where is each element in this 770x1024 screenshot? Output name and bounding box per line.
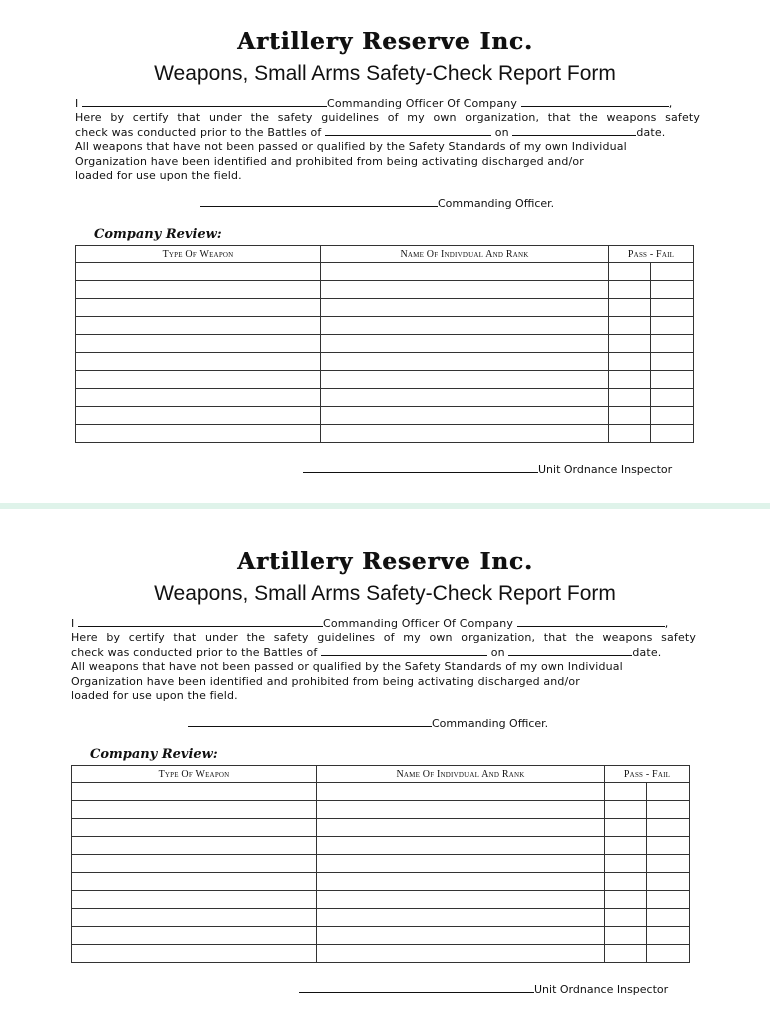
certification-text bbox=[75, 97, 700, 183]
table-row bbox=[76, 281, 694, 299]
table-row bbox=[72, 909, 690, 927]
cell-name-rank[interactable] bbox=[321, 299, 609, 317]
cell-pass[interactable] bbox=[605, 945, 647, 963]
commanding-officer-signature: Commanding Officer. bbox=[188, 717, 548, 730]
commanding-officer-signature-line[interactable] bbox=[188, 717, 432, 727]
cell-pass[interactable] bbox=[605, 855, 647, 873]
cell-type-of-weapon[interactable] bbox=[72, 927, 317, 945]
company-review-label: Company Review: bbox=[94, 227, 222, 242]
cell-name-rank[interactable] bbox=[317, 909, 605, 927]
cell-fail[interactable] bbox=[647, 945, 690, 963]
inspector-signature-line[interactable] bbox=[299, 983, 534, 993]
cell-name-rank[interactable] bbox=[317, 837, 605, 855]
cell-fail[interactable] bbox=[651, 317, 694, 335]
cell-name-rank[interactable] bbox=[321, 353, 609, 371]
report-form-top bbox=[0, 0, 770, 500]
company-review-label: Company Review: bbox=[90, 747, 218, 762]
table-row bbox=[72, 801, 690, 819]
table-row bbox=[76, 335, 694, 353]
cell-fail[interactable] bbox=[651, 353, 694, 371]
table-row bbox=[76, 407, 694, 425]
cert-line-2: Here by certify that under the safety guidelines of my own organization, that the weapons safety bbox=[75, 111, 700, 125]
table-row bbox=[72, 855, 690, 873]
page-separator bbox=[0, 503, 770, 509]
officer-name-blank[interactable] bbox=[82, 97, 327, 107]
cell-type-of-weapon[interactable] bbox=[76, 281, 321, 299]
cell-fail[interactable] bbox=[647, 909, 690, 927]
cert-line-6: loaded for use upon the field. bbox=[75, 169, 242, 183]
cert-line-6: loaded for use upon the field. bbox=[71, 689, 238, 703]
company-name: Artillery Reserve Inc. bbox=[237, 28, 533, 55]
cell-name-rank[interactable] bbox=[321, 317, 609, 335]
cell-fail[interactable] bbox=[651, 425, 694, 443]
cert-line-5: Organization have been identified and prohibited from being activating discharged and/or bbox=[71, 674, 580, 688]
cell-pass[interactable] bbox=[605, 819, 647, 837]
table-row bbox=[76, 371, 694, 389]
commanding-officer-signature-line[interactable] bbox=[200, 197, 438, 207]
table-row bbox=[72, 927, 690, 945]
table-row bbox=[76, 263, 694, 281]
cell-name-rank[interactable] bbox=[321, 425, 609, 443]
cell-pass[interactable] bbox=[605, 891, 647, 909]
cell-fail[interactable] bbox=[647, 783, 690, 801]
cell-name-rank[interactable] bbox=[317, 783, 605, 801]
cell-name-rank[interactable] bbox=[321, 281, 609, 299]
table-row bbox=[72, 945, 690, 963]
header-type-of-weapon: Type Of Weapon bbox=[76, 246, 321, 263]
cell-pass[interactable] bbox=[609, 353, 651, 371]
cert-line-4: All weapons that have not been passed or qualified by the Safety Standards of my own Individual bbox=[75, 140, 627, 154]
header-name-rank: Name Of Indivdual And Rank bbox=[317, 766, 605, 783]
report-form-bottom bbox=[0, 520, 770, 1020]
table-row bbox=[76, 317, 694, 335]
commanding-officer-signature: Commanding Officer. bbox=[200, 197, 554, 210]
cell-fail[interactable] bbox=[647, 819, 690, 837]
cell-pass[interactable] bbox=[609, 371, 651, 389]
cell-pass[interactable] bbox=[605, 927, 647, 945]
cell-fail[interactable] bbox=[647, 855, 690, 873]
inspector-signature-line[interactable] bbox=[303, 463, 538, 473]
cert-line-1: I Commanding Officer Of Company , bbox=[75, 97, 673, 110]
cell-name-rank[interactable] bbox=[321, 371, 609, 389]
cell-type-of-weapon[interactable] bbox=[72, 837, 317, 855]
table-row bbox=[76, 389, 694, 407]
cell-pass[interactable] bbox=[605, 801, 647, 819]
cell-name-rank[interactable] bbox=[317, 855, 605, 873]
form-title: Weapons, Small Arms Safety-Check Report Form bbox=[154, 582, 616, 605]
table-row bbox=[72, 783, 690, 801]
cell-fail[interactable] bbox=[647, 801, 690, 819]
header-pass-fail: Pass - Fail bbox=[605, 766, 690, 783]
cell-type-of-weapon[interactable] bbox=[76, 317, 321, 335]
header-type-of-weapon: Type Of Weapon bbox=[72, 766, 317, 783]
cell-name-rank[interactable] bbox=[317, 819, 605, 837]
cell-name-rank[interactable] bbox=[317, 801, 605, 819]
cell-type-of-weapon[interactable] bbox=[76, 389, 321, 407]
cell-fail[interactable] bbox=[651, 335, 694, 353]
date-blank[interactable] bbox=[512, 126, 636, 136]
cell-type-of-weapon[interactable] bbox=[72, 891, 317, 909]
battle-blank[interactable] bbox=[321, 646, 487, 656]
cell-name-rank[interactable] bbox=[321, 389, 609, 407]
cell-fail[interactable] bbox=[651, 281, 694, 299]
cell-name-rank[interactable] bbox=[317, 927, 605, 945]
cell-pass[interactable] bbox=[605, 783, 647, 801]
cell-pass[interactable] bbox=[605, 873, 647, 891]
cell-type-of-weapon[interactable] bbox=[76, 371, 321, 389]
inspector-signature: Unit Ordnance Inspector bbox=[299, 983, 668, 996]
cell-pass[interactable] bbox=[609, 407, 651, 425]
cell-pass[interactable] bbox=[609, 317, 651, 335]
cell-fail[interactable] bbox=[647, 837, 690, 855]
header-pass-fail: Pass - Fail bbox=[609, 246, 694, 263]
cell-pass[interactable] bbox=[609, 263, 651, 281]
cert-line-4: All weapons that have not been passed or qualified by the Safety Standards of my own Individual bbox=[71, 660, 623, 674]
table-row bbox=[76, 299, 694, 317]
weapons-check-table bbox=[75, 245, 694, 443]
cell-name-rank[interactable] bbox=[321, 407, 609, 425]
cell-type-of-weapon[interactable] bbox=[72, 801, 317, 819]
cert-line-2: Here by certify that under the safety guidelines of my own organization, that the weapons safety bbox=[71, 631, 696, 645]
table-row bbox=[76, 425, 694, 443]
cell-pass[interactable] bbox=[609, 281, 651, 299]
cell-type-of-weapon[interactable] bbox=[76, 335, 321, 353]
cell-fail[interactable] bbox=[651, 389, 694, 407]
cell-type-of-weapon[interactable] bbox=[76, 425, 321, 443]
cell-fail[interactable] bbox=[647, 873, 690, 891]
cell-type-of-weapon[interactable] bbox=[72, 783, 317, 801]
cell-name-rank[interactable] bbox=[317, 873, 605, 891]
company-blank[interactable] bbox=[517, 617, 665, 627]
certification-text bbox=[71, 617, 696, 703]
table-row bbox=[72, 873, 690, 891]
cell-type-of-weapon[interactable] bbox=[76, 353, 321, 371]
inspector-signature: Unit Ordnance Inspector bbox=[303, 463, 672, 476]
cell-fail[interactable] bbox=[647, 891, 690, 909]
cell-fail[interactable] bbox=[647, 927, 690, 945]
company-name: Artillery Reserve Inc. bbox=[237, 548, 533, 575]
form-title: Weapons, Small Arms Safety-Check Report Form bbox=[154, 62, 616, 85]
cell-fail[interactable] bbox=[651, 407, 694, 425]
cell-name-rank[interactable] bbox=[317, 945, 605, 963]
cert-line-3: check was conducted prior to the Battles of on date. bbox=[71, 645, 662, 659]
weapons-check-table bbox=[71, 765, 690, 963]
cell-type-of-weapon[interactable] bbox=[76, 407, 321, 425]
cell-name-rank[interactable] bbox=[321, 335, 609, 353]
table-row bbox=[76, 353, 694, 371]
cell-name-rank[interactable] bbox=[321, 263, 609, 281]
cell-name-rank[interactable] bbox=[317, 891, 605, 909]
cell-type-of-weapon[interactable] bbox=[72, 873, 317, 891]
table-row bbox=[72, 819, 690, 837]
cell-type-of-weapon[interactable] bbox=[72, 819, 317, 837]
date-blank[interactable] bbox=[508, 646, 632, 656]
cell-fail[interactable] bbox=[651, 263, 694, 281]
cell-pass[interactable] bbox=[605, 909, 647, 927]
cell-fail[interactable] bbox=[651, 299, 694, 317]
cell-pass[interactable] bbox=[609, 299, 651, 317]
cell-pass[interactable] bbox=[609, 335, 651, 353]
cert-line-5: Organization have been identified and prohibited from being activating discharged and/or bbox=[75, 154, 584, 168]
cert-line-1: I Commanding Officer Of Company , bbox=[71, 617, 669, 630]
cell-type-of-weapon[interactable] bbox=[72, 855, 317, 873]
cell-pass[interactable] bbox=[609, 389, 651, 407]
cert-line-3: check was conducted prior to the Battles of on date. bbox=[75, 125, 666, 139]
cell-type-of-weapon[interactable] bbox=[76, 299, 321, 317]
cell-type-of-weapon[interactable] bbox=[72, 945, 317, 963]
officer-name-blank[interactable] bbox=[78, 617, 323, 627]
cell-fail[interactable] bbox=[651, 371, 694, 389]
cell-type-of-weapon[interactable] bbox=[72, 909, 317, 927]
header-name-rank: Name Of Indivdual And Rank bbox=[321, 246, 609, 263]
cell-pass[interactable] bbox=[605, 837, 647, 855]
battle-blank[interactable] bbox=[325, 126, 491, 136]
cell-type-of-weapon[interactable] bbox=[76, 263, 321, 281]
company-blank[interactable] bbox=[521, 97, 669, 107]
table-row bbox=[72, 891, 690, 909]
cell-pass[interactable] bbox=[609, 425, 651, 443]
table-row bbox=[72, 837, 690, 855]
